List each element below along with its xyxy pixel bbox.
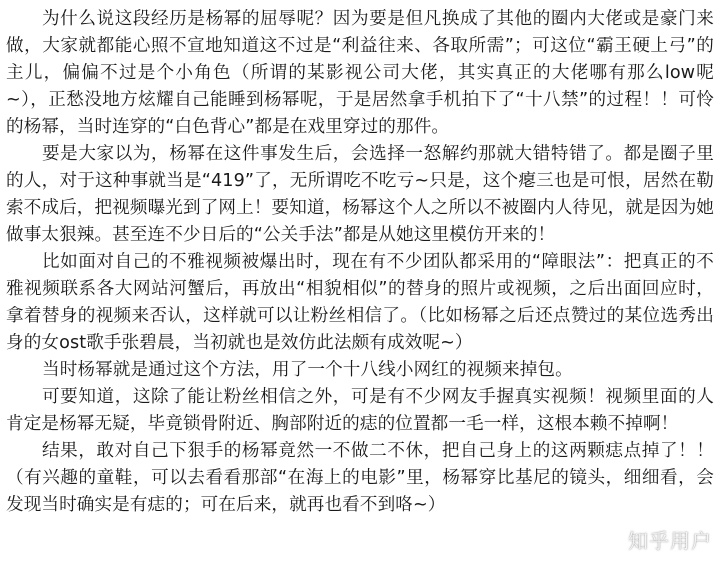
article-body bbox=[6, 6, 714, 519]
paragraph-5: 可要知道，这除了能让粉丝相信之外，可是有不少网友手握真实视频！视频里面的人肯定是杨幂无疑，毕竟锁骨附近、胸部附近的痣的位置都一毛一样，这根本赖不掉啊！ bbox=[6, 387, 714, 434]
paragraph-6: 结果，敢对自己下狠手的杨幂竟然一不做二不休，把自己身上的这两颗痣点掉了！！（有兴趣的童鞋，可以去看看那部“在海上的电影”里，杨幂穿比基尼的镜头，细细看，会发现当时确实是有痣的；可在后来，就再也看不到咯~） bbox=[6, 441, 714, 515]
paragraph-3: 比如面对自己的不雅视频被爆出时，现在有不少团队都采用的“障眼法”：把真正的不雅视频联系各大网站河蟹后，再放出“相貌相似”的替身的照片或视频，之后出面回应时，拿着替身的视频来否认，这样就可以让粉丝相信了。（比如杨幂之后还点赞过的某位选秀出身的女ost歌手张碧晨，当初就也是效仿此法颇有成效呢~） bbox=[6, 252, 714, 353]
paragraph-4: 当时杨幂就是通过这个方法，用了一个十八线小网红的视频来掉包。 bbox=[42, 360, 573, 380]
zhihu-watermark: 知乎用户 bbox=[628, 529, 712, 553]
paragraph-1: 为什么说这段经历是杨幂的屈辱呢？因为要是但凡换成了其他的圈内大佬或是豪门来做，大家就都能心照不宣地知道这不过是“利益往来、各取所需”；可这位“霸王硬上弓”的主儿，偏偏不过是个小角色（所谓的某影视公司大佬，其实真正的大佬哪有那么low呢~），正愁没地方炫耀自己能睡到杨幂呢，于是居然拿手机拍下了“十八禁”的过程！！可怜的杨幂，当时连穿的“白色背心”都是在戏里穿过的那件。 bbox=[6, 9, 714, 137]
paragraph-2: 要是大家以为，杨幂在这件事发生后，会选择一怒解约那就大错特错了。都是圈子里的人，对于这种事就当是“419”了，无所谓吃不吃亏~只是，这个瘪三也是可恨，居然在勒索不成后，把视频曝光到了网上！要知道，杨幂这个人之所以不被圈内人待见，就是因为她做事太狠辣。甚至连不少日后的“公关手法”都是从她这里模仿开来的！ bbox=[6, 144, 714, 245]
